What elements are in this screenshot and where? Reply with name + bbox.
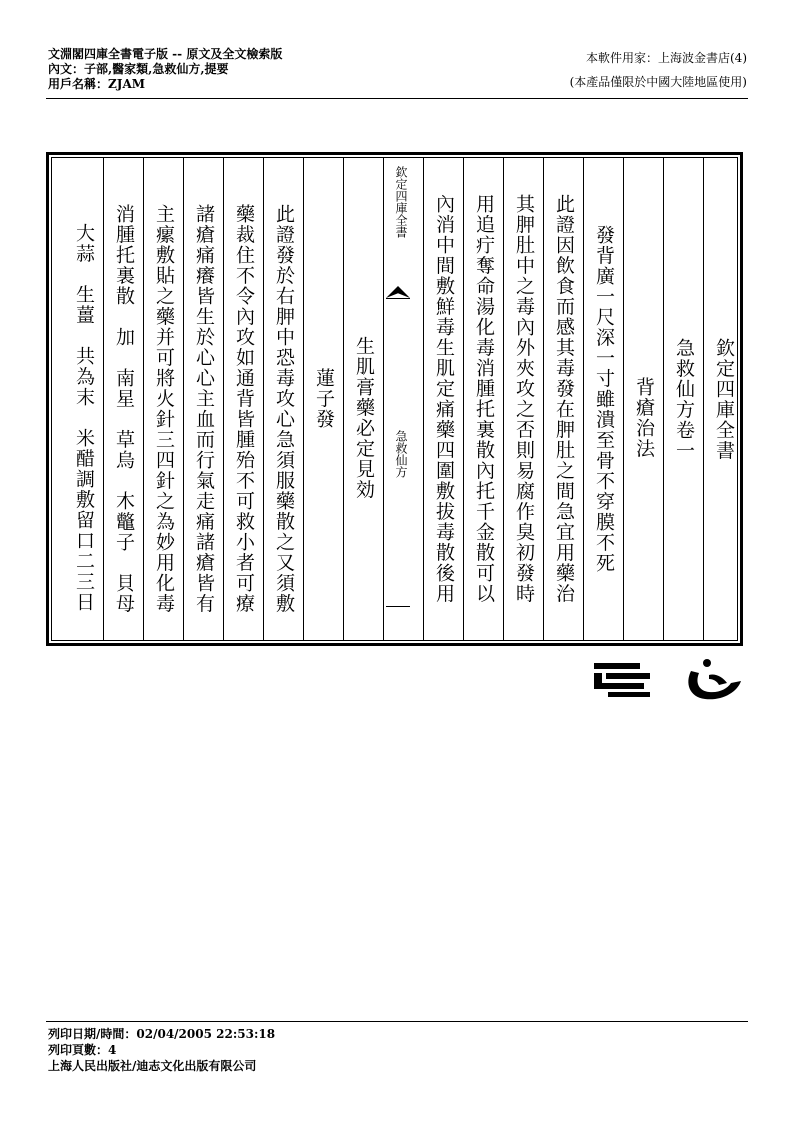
column-divider xyxy=(503,158,504,640)
header-region-note: (本產品僅限於中國大陸地區使用) xyxy=(569,75,747,89)
page-inner-frame xyxy=(51,157,738,641)
column-divider xyxy=(703,158,704,640)
text-column: 其胛肚中之毒內外夾攻之否則易腐作臭初發時 xyxy=(513,194,535,604)
text-column: 生肌膏藥必定見効 xyxy=(353,336,375,500)
column-divider xyxy=(183,158,184,640)
column-divider xyxy=(383,158,384,640)
text-column: 用追疔奪命湯化毒消腫托裏散內托千金散可以 xyxy=(473,194,495,604)
spine-book-title: 急救仙方 xyxy=(394,430,408,478)
footer-rule xyxy=(46,1021,748,1022)
text-column: 消腫托裏散 加 南星 草烏 木鼈子 貝母 xyxy=(113,203,135,614)
footer-print-datetime: 列印日期/時間：02/04/2005 22:53:18 xyxy=(48,1027,276,1041)
text-column: 此證發於右胛中恐毒攻心急須服藥散之又須敷 xyxy=(273,203,295,614)
header-user: 用戶名稱：ZJAM xyxy=(48,77,146,91)
text-column: 大蒜 生薑 共為末 米醋調敷留口二三日 xyxy=(73,223,95,613)
column-divider xyxy=(423,158,424,640)
column-divider xyxy=(623,158,624,640)
header-licensee: 本軟件用家：上海波金書店(4) xyxy=(586,51,747,65)
text-column: 此證因飲食而感其毒發在胛肚之間急宜用藥治 xyxy=(553,194,575,604)
footer xyxy=(48,1026,275,1074)
text-column: 內消中間敷鮮毒生肌定痛藥四圍敷拔毒散後用 xyxy=(433,194,455,604)
spine-rule xyxy=(386,606,410,607)
text-column: 背瘡治法 xyxy=(633,377,655,459)
header-title: 文淵閣四庫全書電子版 -- 原文及全文檢索版 xyxy=(48,47,283,61)
header-content-path: 內文：子部,醫家類,急救仙方,提要 xyxy=(48,62,229,76)
center-spine xyxy=(383,158,423,640)
column-divider xyxy=(663,158,664,640)
column-divider xyxy=(143,158,144,640)
text-column: 欽定四庫全書 xyxy=(713,337,735,461)
column-divider xyxy=(103,158,104,640)
text-column: 發背廣一尺深一寸雖潰至骨不穿膜不死 xyxy=(593,224,615,574)
column-divider xyxy=(263,158,264,640)
publisher-logo-left-icon xyxy=(592,657,656,701)
text-column: 諸瘡痛癢皆生於心心主血而行氣走痛諸瘡皆有 xyxy=(193,203,215,614)
publisher-logo-right-icon xyxy=(681,657,745,705)
column-divider xyxy=(583,158,584,640)
column-divider xyxy=(343,158,344,640)
header-rule xyxy=(46,98,748,99)
header-left xyxy=(48,47,282,92)
text-column: 急救仙方卷一 xyxy=(673,337,695,461)
text-column: 藥裁住不令內攻如通背皆腫殆不可救小者可療 xyxy=(233,203,255,614)
column-divider xyxy=(463,158,464,640)
page-frame xyxy=(46,152,743,646)
spine-title: 欽定四庫全書 xyxy=(394,166,408,238)
header-right xyxy=(570,51,747,90)
column-divider xyxy=(223,158,224,640)
column-divider xyxy=(303,158,304,640)
spine-rule xyxy=(386,298,410,299)
footer-publisher: 上海人民出版社/迪志文化出版有限公司 xyxy=(48,1059,257,1073)
fishtail-mark xyxy=(386,286,410,298)
footer-print-pages: 列印頁數：4 xyxy=(48,1043,117,1057)
column-divider xyxy=(543,158,544,640)
text-column: 主瘰敷貼之藥并可將火針三四針之為妙用化毒 xyxy=(153,203,175,614)
text-column: 蓮子發 xyxy=(313,368,335,430)
